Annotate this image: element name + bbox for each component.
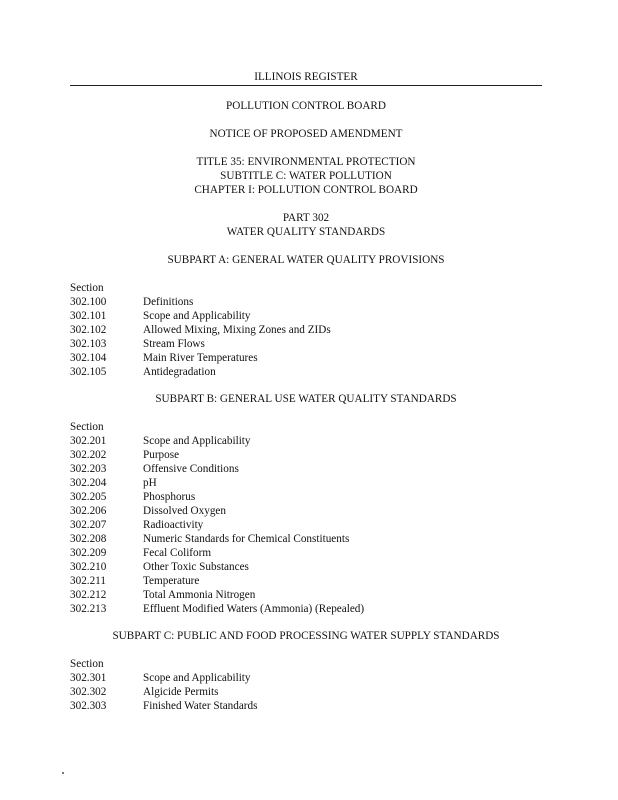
section-title: Scope and Applicability — [143, 310, 251, 322]
section-title: Definitions — [143, 296, 194, 308]
section-number: 302.100 — [70, 296, 107, 308]
section-number: 302.209 — [70, 547, 107, 559]
section-number: 302.213 — [70, 603, 107, 615]
section-title: Total Ammonia Nitrogen — [143, 589, 256, 601]
toc-row — [70, 532, 349, 546]
subpart-heading: SUBPART C: PUBLIC AND FOOD PROCESSING WATER SUPPLY STANDARDS — [112, 630, 500, 642]
toc-row — [70, 685, 219, 699]
toc-row — [70, 574, 199, 588]
toc-row — [70, 365, 216, 379]
section-number: 302.104 — [70, 352, 107, 364]
section-number: 302.212 — [70, 589, 107, 601]
notice-title: NOTICE OF PROPOSED AMENDMENT — [209, 128, 403, 140]
section-title: Antidegradation — [143, 366, 216, 378]
toc-row — [70, 434, 251, 448]
section-label: Section — [70, 421, 104, 433]
section-number: 302.210 — [70, 561, 107, 573]
section-title: Stream Flows — [143, 338, 205, 350]
section-title: Offensive Conditions — [143, 463, 239, 475]
title-line: TITLE 35: ENVIRONMENTAL PROTECTION — [196, 156, 416, 168]
toc-row — [70, 490, 195, 504]
section-title: Main River Temperatures — [143, 352, 258, 364]
section-title: Fecal Coliform — [143, 547, 212, 559]
subpart-heading: SUBPART A: GENERAL WATER QUALITY PROVISIONS — [167, 254, 445, 266]
toc-row — [70, 518, 203, 532]
toc-row — [70, 546, 211, 560]
toc-row — [70, 462, 239, 476]
section-number: 302.207 — [70, 519, 107, 531]
subpart-heading: SUBPART B: GENERAL USE WATER QUALITY STANDARDS — [155, 393, 457, 405]
section-title: Algicide Permits — [143, 686, 219, 698]
section-number: 302.208 — [70, 533, 107, 545]
toc-row — [70, 504, 226, 518]
section-number: 302.101 — [70, 310, 107, 322]
register-header: ILLINOIS REGISTER — [70, 70, 542, 86]
toc-row — [70, 588, 255, 602]
section-title: Other Toxic Substances — [143, 561, 249, 573]
section-title: Effluent Modified Waters (Ammonia) (Repealed) — [143, 603, 365, 615]
board-name: POLLUTION CONTROL BOARD — [226, 100, 386, 112]
section-title: Dissolved Oxygen — [143, 505, 226, 517]
toc-row — [70, 602, 364, 616]
section-title: Numeric Standards for Chemical Constituents — [143, 533, 350, 545]
section-number: 302.203 — [70, 463, 107, 475]
chapter-line: CHAPTER I: POLLUTION CONTROL BOARD — [194, 184, 418, 196]
section-label: Section — [70, 282, 104, 294]
section-title: Phosphorus — [143, 491, 196, 503]
subtitle-line: SUBTITLE C: WATER POLLUTION — [220, 170, 392, 182]
section-title: Finished Water Standards — [143, 700, 258, 712]
section-number: 302.202 — [70, 449, 107, 461]
section-title: Temperature — [143, 575, 200, 587]
section-title: Scope and Applicability — [143, 435, 251, 447]
section-number: 302.303 — [70, 700, 107, 712]
section-title: Radioactivity — [143, 519, 204, 531]
section-number: 302.301 — [70, 672, 107, 684]
page-speck — [62, 772, 64, 774]
section-number: 302.205 — [70, 491, 107, 503]
section-title: Scope and Applicability — [143, 672, 251, 684]
part-number: PART 302 — [282, 212, 330, 224]
toc-row — [70, 448, 179, 462]
section-number: 302.211 — [70, 575, 106, 587]
toc-row — [70, 337, 205, 351]
section-number: 302.206 — [70, 505, 107, 517]
toc-row — [70, 476, 157, 490]
toc-row — [70, 671, 251, 685]
toc-row — [70, 295, 193, 309]
section-number: 302.302 — [70, 686, 107, 698]
toc-row — [70, 560, 249, 574]
toc-row — [70, 699, 257, 713]
toc-row — [70, 309, 251, 323]
section-title: pH — [143, 477, 157, 489]
section-title: Allowed Mixing, Mixing Zones and ZIDs — [143, 324, 331, 336]
section-title: Purpose — [143, 449, 180, 461]
toc-row — [70, 351, 258, 365]
section-number: 302.204 — [70, 477, 107, 489]
section-label: Section — [70, 658, 104, 670]
part-name: WATER QUALITY STANDARDS — [226, 226, 386, 238]
toc-row — [70, 323, 331, 337]
section-number: 302.201 — [70, 435, 107, 447]
section-number: 302.105 — [70, 366, 107, 378]
section-number: 302.102 — [70, 324, 107, 336]
section-number: 302.103 — [70, 338, 107, 350]
